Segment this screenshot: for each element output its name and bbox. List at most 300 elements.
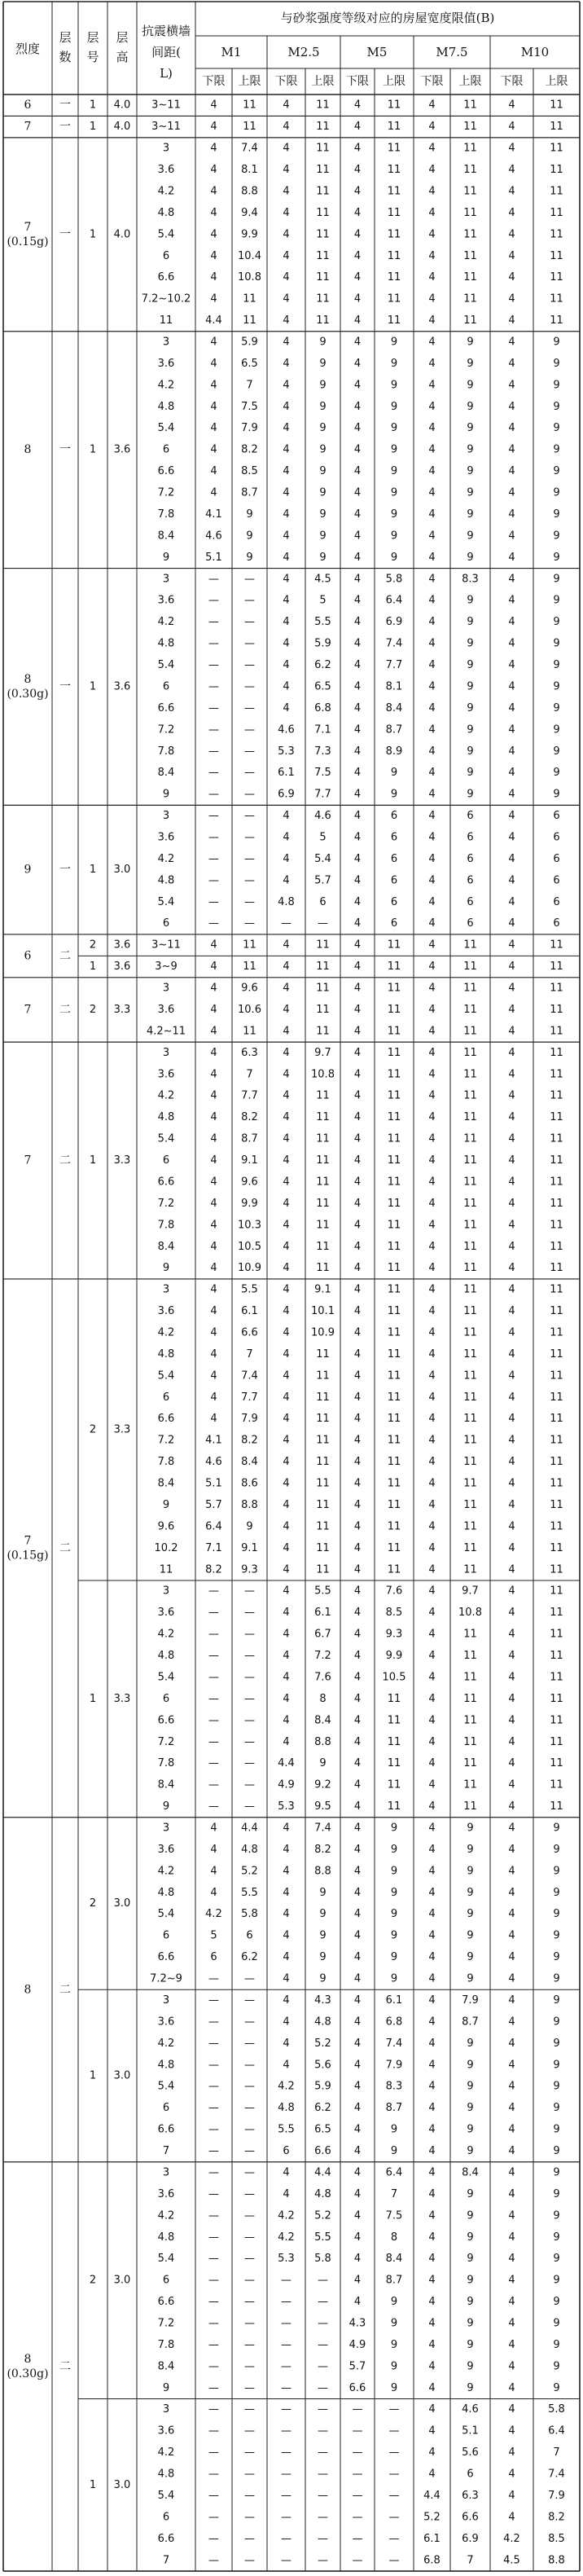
wall-spacing-cell: 3.6 — [157, 1607, 175, 1620]
upper-limit-cell: 9 — [553, 2102, 560, 2115]
upper-limit-cell: 9 — [553, 1822, 560, 1835]
wall-spacing-cell: 5.4 — [157, 895, 175, 908]
wall-spacing-cell: 4.8 — [157, 400, 175, 413]
wall-spacing-cell: 7.8 — [157, 745, 175, 758]
wall-spacing-cell: 3.6 — [157, 1068, 175, 1081]
floor-number: 1 — [89, 864, 97, 877]
upper-limit-cell: 11 — [316, 185, 330, 198]
lower-limit-cell: — — [281, 2317, 292, 2330]
upper-limit-cell: 7 — [246, 1347, 253, 1361]
upper-limit-cell: 9 — [553, 701, 560, 714]
lower-limit-cell: 4 — [428, 400, 436, 413]
upper-limit-cell: 11 — [463, 1671, 477, 1684]
upper-limit-cell: 9 — [553, 443, 560, 456]
floor-height: 3.3 — [113, 1003, 131, 1016]
lower-limit-cell: 4.4 — [278, 1757, 295, 1770]
lower-limit-cell: 4 — [353, 1800, 362, 1813]
wall-spacing-cell: 5.4 — [157, 659, 175, 672]
lower-limit-cell: — — [208, 1585, 219, 1598]
lower-limit-cell: 4 — [428, 1498, 436, 1511]
upper-limit-cell: 9 — [553, 2166, 560, 2179]
lower-limit-cell: 4 — [353, 1951, 362, 1964]
upper-limit-cell: 9 — [390, 1886, 398, 1899]
lower-limit-cell: 4 — [353, 2145, 362, 2158]
lower-limit-cell: 4 — [508, 1369, 515, 1383]
floor-number: 2 — [89, 939, 97, 952]
lower-limit-cell: 4 — [283, 1111, 290, 1124]
lower-limit-cell: 4 — [283, 1951, 290, 1964]
upper-limit-cell: — — [244, 1757, 255, 1770]
lower-limit-cell: 4 — [283, 99, 290, 112]
lower-limit-cell: 4 — [428, 1240, 436, 1253]
lower-limit-cell: 4 — [283, 1692, 290, 1705]
lower-limit-cell: 4 — [353, 1089, 362, 1102]
lower-limit-cell: 4 — [283, 1197, 290, 1210]
lower-limit-cell: — — [208, 745, 219, 758]
upper-limit-cell: 7.7 — [241, 1089, 258, 1102]
upper-limit-cell: — — [244, 2446, 255, 2460]
upper-limit-cell: 11 — [463, 292, 477, 306]
wall-spacing-cell: 6 — [162, 2511, 170, 2524]
lower-limit-cell: 4 — [353, 1563, 362, 1576]
upper-limit-cell: 11 — [387, 99, 401, 112]
upper-limit-cell: — — [318, 2381, 328, 2394]
lower-limit-cell: 4 — [428, 659, 436, 672]
lower-limit-cell: 4 — [508, 400, 515, 413]
lower-limit-cell: 4.1 — [205, 508, 222, 521]
wall-spacing-cell: 4.2 — [157, 2037, 175, 2050]
lower-limit-cell: 4 — [210, 1046, 217, 1059]
lower-limit-cell: 4 — [353, 1283, 362, 1296]
lower-limit-cell: 4 — [508, 1068, 515, 1081]
lower-limit-cell: 4.2 — [205, 1908, 222, 1921]
wall-spacing-cell: 4.2 — [157, 2209, 175, 2222]
lower-limit-cell: 4.8 — [278, 2102, 295, 2115]
upper-limit-cell: 9 — [553, 336, 560, 349]
lower-limit-cell: 4 — [283, 1650, 290, 1663]
floor-number: 2 — [89, 1003, 97, 1016]
upper-limit-cell: — — [244, 1671, 255, 1684]
lower-limit-cell: 4 — [283, 810, 290, 823]
upper-limit-cell: 5.9 — [314, 2080, 331, 2093]
wall-spacing-cell: 6 — [162, 2274, 170, 2287]
lower-limit-cell: 4 — [210, 1068, 217, 1081]
upper-limit-cell: 11 — [316, 1111, 330, 1124]
lower-limit-cell: 4 — [353, 1132, 362, 1145]
lower-limit-cell: 4 — [353, 2059, 362, 2072]
lower-limit-cell: 4 — [283, 379, 290, 392]
lower-limit-cell: 4 — [428, 99, 436, 112]
lower-limit-cell: 4 — [508, 1778, 515, 1791]
header-grade-m7-5: M7.5 — [436, 45, 468, 59]
lower-limit-cell: 4 — [210, 249, 217, 262]
lower-limit-cell: 4 — [353, 314, 362, 327]
lower-limit-cell: 4 — [210, 422, 217, 435]
upper-limit-cell: 4.5 — [314, 573, 331, 586]
lower-limit-cell: 4 — [210, 121, 217, 134]
lower-limit-cell: — — [208, 2511, 219, 2524]
upper-limit-cell: 11 — [463, 1326, 477, 1339]
upper-limit-cell: 7.6 — [385, 1585, 403, 1598]
upper-limit-cell: 6 — [467, 2468, 474, 2481]
lower-limit-cell: 4 — [428, 2317, 436, 2330]
lower-limit-cell: 4 — [283, 2016, 290, 2029]
upper-limit-cell: 9 — [467, 530, 474, 543]
upper-limit-cell: 9 — [467, 701, 474, 714]
upper-limit-cell: — — [244, 2080, 255, 2093]
upper-limit-cell: 6 — [319, 895, 327, 908]
lower-limit-cell: 4 — [428, 1154, 436, 1167]
lower-limit-cell: 4 — [210, 1865, 217, 1878]
upper-limit-cell: 11 — [316, 1369, 330, 1383]
lower-limit-cell: 4 — [210, 443, 217, 456]
lower-limit-cell: — — [208, 788, 219, 801]
upper-limit-cell: 7.7 — [241, 1391, 258, 1404]
lower-limit-cell: 4.1 — [205, 1434, 222, 1447]
lower-limit-cell: 4 — [508, 1003, 515, 1016]
lower-limit-cell: 4 — [210, 1391, 217, 1404]
lower-limit-cell: 4 — [428, 357, 436, 370]
lower-limit-cell: — — [281, 2446, 292, 2460]
upper-limit-cell: 11 — [550, 1111, 563, 1124]
upper-limit-cell: 9 — [390, 1822, 398, 1835]
lower-limit-cell: — — [281, 2511, 292, 2524]
upper-limit-cell: 5 — [319, 831, 327, 844]
lower-limit-cell: 6.8 — [423, 2554, 441, 2567]
upper-limit-cell: 11 — [316, 1477, 330, 1490]
lower-limit-cell: 4 — [428, 2253, 436, 2266]
wall-spacing-cell: 5.4 — [157, 2080, 175, 2093]
lower-limit-cell: 4 — [428, 917, 436, 930]
header-height — [116, 30, 128, 64]
lower-limit-cell: 4 — [283, 292, 290, 306]
upper-limit-cell: 9 — [467, 767, 474, 780]
lower-limit-cell: 6.1 — [423, 2532, 441, 2545]
lower-limit-cell: 4 — [210, 1154, 217, 1167]
upper-limit-cell: 11 — [316, 1003, 330, 1016]
upper-limit-cell: 8.3 — [385, 2080, 403, 2093]
lower-limit-cell: 4 — [428, 2274, 436, 2287]
lower-limit-cell: 4 — [428, 1607, 436, 1620]
lower-limit-cell: — — [208, 2080, 219, 2093]
lower-limit-cell: 4 — [508, 185, 515, 198]
lower-limit-cell: 4 — [353, 659, 362, 672]
lower-limit-cell: 4 — [210, 1413, 217, 1426]
upper-limit-cell: 11 — [316, 1154, 330, 1167]
lower-limit-cell: 4 — [428, 1197, 436, 1210]
upper-limit-cell: 11 — [463, 314, 477, 327]
lower-limit-cell: — — [352, 2468, 363, 2481]
upper-limit-cell: 11 — [387, 142, 401, 155]
lower-limit-cell: 4 — [508, 2080, 515, 2093]
wall-spacing-cell: 9 — [162, 1498, 170, 1511]
upper-limit-cell: 5.2 — [314, 2209, 331, 2222]
lower-limit-cell: 4 — [428, 142, 436, 155]
lower-limit-cell: 4 — [283, 1994, 290, 2007]
lower-limit-cell: 4 — [210, 1262, 217, 1275]
upper-limit-cell: 6 — [467, 810, 474, 823]
lower-limit-cell: 4 — [508, 1757, 515, 1770]
upper-limit-cell: 9 — [246, 1520, 253, 1533]
lower-limit-cell: 4 — [428, 1283, 436, 1296]
lower-limit-cell: 5.7 — [348, 2360, 366, 2373]
upper-limit-cell: — — [318, 2511, 328, 2524]
lower-limit-cell: 4 — [508, 1843, 515, 1856]
upper-limit-cell: 11 — [316, 1498, 330, 1511]
lower-limit-cell: 4 — [428, 2016, 436, 2029]
floor-count: 二 — [59, 2359, 71, 2373]
lower-limit-cell: 4 — [353, 271, 362, 284]
floor-count: 一 — [59, 120, 71, 134]
lower-limit-cell: 4 — [283, 982, 290, 995]
upper-limit-cell: 9 — [467, 2253, 474, 2266]
lower-limit-cell: 5.2 — [423, 2511, 441, 2524]
upper-limit-cell: 9 — [553, 2187, 560, 2200]
upper-limit-cell: 8.7 — [385, 2274, 403, 2287]
upper-limit-cell: 11 — [387, 1240, 401, 1253]
wall-spacing-cell: 4.8 — [157, 1886, 175, 1899]
lower-limit-cell: 4 — [353, 1176, 362, 1189]
upper-limit-cell: 11 — [387, 1262, 401, 1275]
upper-limit-cell: 11 — [316, 939, 330, 952]
lower-limit-cell: 4 — [210, 1305, 217, 1318]
lower-limit-cell: 4 — [283, 1046, 290, 1059]
floor-height: 3.6 — [113, 939, 131, 952]
upper-limit-cell: 9 — [319, 1886, 327, 1899]
upper-limit-cell: 6.2 — [314, 2102, 331, 2115]
wall-spacing-cell: 5.4 — [157, 422, 175, 435]
lower-limit-cell: 4 — [283, 1391, 290, 1404]
lower-limit-cell: 6.9 — [278, 788, 295, 801]
upper-limit-cell: — — [244, 1735, 255, 1748]
upper-limit-cell: — — [244, 680, 255, 693]
lower-limit-cell: 4 — [508, 2317, 515, 2330]
wall-spacing-cell: 3.6 — [157, 1003, 175, 1016]
upper-limit-cell: 6 — [553, 852, 560, 865]
upper-limit-cell: 11 — [316, 961, 330, 974]
lower-limit-cell: 4 — [353, 1477, 362, 1490]
upper-limit-cell: 9 — [390, 1843, 398, 1856]
upper-limit-cell: 10.4 — [238, 249, 261, 262]
lower-limit-cell: 4 — [283, 2187, 290, 2200]
upper-limit-cell: 8.5 — [241, 465, 258, 478]
upper-limit-cell: 8.2 — [548, 2511, 565, 2524]
upper-limit-cell: 9.2 — [314, 1778, 331, 1791]
lower-limit-cell: 4 — [283, 1176, 290, 1189]
upper-limit-cell: 9 — [553, 1886, 560, 1899]
upper-limit-cell: 11 — [316, 1456, 330, 1469]
lower-limit-cell: 4 — [283, 831, 290, 844]
lower-limit-cell: 4 — [283, 1520, 290, 1533]
upper-limit-cell: 5.8 — [241, 1908, 258, 1921]
lower-limit-cell: 4 — [210, 164, 217, 177]
lower-limit-cell: 4 — [210, 1197, 217, 1210]
upper-limit-cell: 11 — [463, 1262, 477, 1275]
lower-limit-cell: 4 — [428, 2360, 436, 2373]
lower-limit-cell: 4 — [283, 465, 290, 478]
upper-limit-cell: 11 — [463, 1089, 477, 1102]
lower-limit-cell: 4 — [508, 1456, 515, 1469]
lower-limit-cell: 4 — [428, 551, 436, 564]
lower-limit-cell: 4 — [428, 206, 436, 219]
floor-number: 1 — [89, 443, 97, 456]
lower-limit-cell: 4 — [428, 616, 436, 629]
wall-spacing-cell: 6.6 — [157, 2123, 175, 2136]
upper-limit-cell: — — [244, 2274, 255, 2287]
upper-limit-cell: — — [318, 2403, 328, 2416]
wall-spacing-cell: 6 — [162, 680, 170, 693]
upper-limit-cell: 11 — [463, 1003, 477, 1016]
lower-limit-cell: 4 — [353, 2253, 362, 2266]
upper-limit-cell: 8.1 — [385, 680, 403, 693]
upper-limit-cell: 6.6 — [314, 2145, 331, 2158]
lower-limit-cell: 5.3 — [278, 2253, 295, 2266]
upper-limit-cell: 7.4 — [548, 2468, 565, 2481]
lower-limit-cell: 4 — [283, 1607, 290, 1620]
wall-spacing-cell: 7.8 — [157, 1456, 175, 1469]
wall-spacing-cell: 6.6 — [157, 465, 175, 478]
upper-limit-cell: 6.2 — [314, 659, 331, 672]
upper-limit-cell: 9 — [319, 465, 327, 478]
lower-limit-cell: 4 — [508, 1541, 515, 1554]
lower-limit-cell: — — [208, 1692, 219, 1705]
lower-limit-cell: 4 — [428, 249, 436, 262]
wall-spacing-cell: 3.6 — [157, 2187, 175, 2200]
upper-limit-cell: 6.2 — [241, 1951, 258, 1964]
upper-limit-cell: 11 — [387, 185, 401, 198]
upper-limit-cell: 9 — [319, 530, 327, 543]
lower-limit-cell: 4 — [283, 1068, 290, 1081]
svg-text:7(0.15g): 7 (0.15g) — [7, 220, 49, 248]
lower-limit-cell: 4.6 — [205, 1456, 222, 1469]
upper-limit-cell: 11 — [463, 1757, 477, 1770]
upper-limit-cell: 11 — [463, 1219, 477, 1232]
lower-limit-cell: 4 — [353, 701, 362, 714]
upper-limit-cell: 7.9 — [548, 2489, 565, 2502]
lower-limit-cell: — — [208, 895, 219, 908]
lower-limit-cell: 4 — [283, 1434, 290, 1447]
lower-limit-cell: 4 — [508, 1413, 515, 1426]
upper-limit-cell: 8.6 — [241, 1477, 258, 1490]
wall-spacing-cell: 3~11 — [151, 939, 181, 952]
upper-limit-cell: 5.2 — [314, 2037, 331, 2050]
lower-limit-cell: 4 — [428, 594, 436, 607]
lower-limit-cell: 4 — [428, 336, 436, 349]
lower-limit-cell: 4 — [210, 465, 217, 478]
upper-limit-cell: 11 — [463, 1714, 477, 1727]
lower-limit-cell: 4 — [508, 2166, 515, 2179]
lower-limit-cell: 4 — [283, 1563, 290, 1576]
upper-limit-cell: 11 — [387, 1283, 401, 1296]
upper-limit-cell: 11 — [387, 1111, 401, 1124]
lower-limit-cell: — — [208, 2209, 219, 2222]
upper-limit-cell: — — [244, 637, 255, 650]
upper-limit-cell: 11 — [316, 1240, 330, 1253]
upper-limit-cell: 11 — [316, 1520, 330, 1533]
lower-limit-cell: 4 — [283, 142, 290, 155]
upper-limit-cell: 11 — [550, 1563, 563, 1576]
upper-limit-cell: 11 — [550, 1089, 563, 1102]
upper-limit-cell: — — [244, 831, 255, 844]
upper-limit-cell: 11 — [387, 121, 401, 134]
upper-limit-cell: 5.7 — [314, 874, 331, 887]
lower-limit-cell: — — [208, 2317, 219, 2330]
upper-limit-cell: — — [244, 1628, 255, 1641]
upper-limit-cell: 10.1 — [311, 1305, 335, 1318]
upper-limit-cell: — — [244, 701, 255, 714]
lower-limit-cell: 4 — [428, 1132, 436, 1145]
lower-limit-cell: 4 — [283, 1154, 290, 1167]
upper-limit-cell: 11 — [550, 1068, 563, 1081]
lower-limit-cell: 4 — [508, 637, 515, 650]
lower-limit-cell: 4 — [283, 1369, 290, 1383]
upper-limit-cell: 9 — [467, 379, 474, 392]
upper-limit-cell: 9 — [390, 443, 398, 456]
lower-limit-cell: 4 — [428, 1262, 436, 1275]
lower-limit-cell: — — [208, 1972, 219, 1985]
upper-limit-cell: 11 — [463, 1197, 477, 1210]
lower-limit-cell: 4 — [353, 594, 362, 607]
upper-limit-cell: 5.8 — [385, 573, 403, 586]
lower-limit-cell: 4 — [428, 2424, 436, 2438]
floor-number: 1 — [89, 2069, 97, 2082]
lower-limit-cell: 4 — [283, 443, 290, 456]
lower-limit-cell: 4 — [508, 1219, 515, 1232]
upper-limit-cell: 9 — [467, 2231, 474, 2244]
lower-limit-cell: 4 — [283, 400, 290, 413]
upper-limit-cell: 11 — [316, 1025, 330, 1038]
upper-limit-cell: 10.5 — [382, 1671, 406, 1684]
lower-limit-cell: 4 — [508, 2209, 515, 2222]
upper-limit-cell: 9 — [319, 551, 327, 564]
upper-limit-cell: 9 — [319, 486, 327, 499]
lower-limit-cell: — — [352, 2532, 363, 2545]
upper-limit-cell: 11 — [463, 1240, 477, 1253]
lower-limit-cell: 4 — [508, 2187, 515, 2200]
lower-limit-cell: 4 — [283, 486, 290, 499]
wall-spacing-cell: 6.6 — [157, 1951, 175, 1964]
lower-limit-cell: 4 — [353, 767, 362, 780]
upper-limit-cell: 6.1 — [241, 1305, 258, 1318]
lower-limit-cell: — — [208, 1628, 219, 1641]
lower-limit-cell: 4 — [428, 1347, 436, 1361]
lower-limit-cell: 4 — [353, 1585, 362, 1598]
lower-limit-cell: 4 — [353, 680, 362, 693]
wall-spacing-cell: 4.2 — [157, 1628, 175, 1641]
upper-limit-cell: 11 — [387, 1197, 401, 1210]
lower-limit-cell: 4 — [353, 852, 362, 865]
upper-limit-cell: 11 — [387, 939, 401, 952]
upper-limit-cell: 9 — [246, 508, 253, 521]
svg-text:层号: 层号 — [86, 30, 99, 64]
wall-spacing-cell: 7.8 — [157, 2338, 175, 2351]
lower-limit-cell: 4 — [508, 2145, 515, 2158]
upper-limit-cell: — — [244, 2468, 255, 2481]
lower-limit-cell: 4 — [210, 99, 217, 112]
header-intensity: 烈度 — [15, 42, 41, 56]
lower-limit-cell: 4 — [428, 1456, 436, 1469]
lower-limit-cell: 4 — [508, 1154, 515, 1167]
upper-limit-cell: — — [244, 1714, 255, 1727]
upper-limit-cell: — — [244, 1650, 255, 1663]
lower-limit-cell: 4 — [428, 443, 436, 456]
lower-limit-cell: 4 — [508, 1434, 515, 1447]
lower-limit-cell: 4 — [508, 917, 515, 930]
upper-limit-cell: 9.3 — [385, 1628, 403, 1641]
upper-limit-cell: 6.4 — [548, 2424, 565, 2438]
lower-limit-cell: 4 — [508, 2102, 515, 2115]
upper-limit-cell: 11 — [550, 939, 563, 952]
